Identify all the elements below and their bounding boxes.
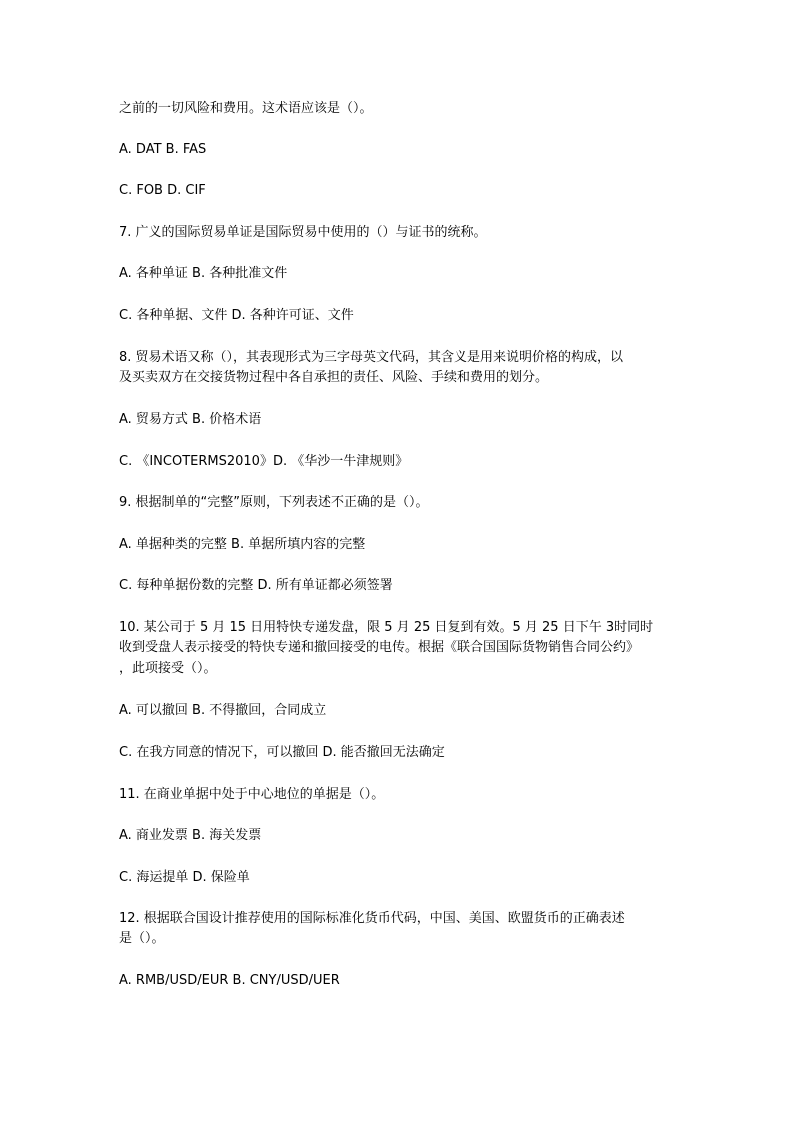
question-12-stem-line-1: 12. 根据联合国设计推荐使用的国际标准化货币代码，中国、美国、欧盟货币的正确表述 — [119, 911, 625, 926]
question-6-options-cd: C. FOB D. CIF — [119, 183, 206, 198]
question-7-stem: 7. 广义的国际贸易单证是国际贸易中使用的（）与证书的统称。 — [119, 225, 487, 240]
question-11-options-ab: A. 商业发票 B. 海关发票 — [119, 828, 262, 843]
question-8-options-cd: C. 《INCOTERMS2010》D. 《华沙一牛津规则》 — [119, 454, 409, 469]
question-12-options-ab: A. RMB/USD/EUR B. CNY/USD/UER — [119, 973, 340, 988]
question-8-stem-line-2: 及买卖双方在交接货物过程中各自承担的责任、风险、手续和费用的划分。 — [119, 370, 549, 385]
question-9-options-ab: A. 单据种类的完整 B. 单据所填内容的完整 — [119, 537, 366, 552]
question-10-stem-line-1: 10. 某公司于 5 月 15 日用特快专递发盘，限 5 月 25 日复到有效。5 月 25 日下午 3时同时 — [119, 620, 654, 635]
question-10-stem-line-2: 收到受盘人表示接受的特快专递和撤回接受的电传。根据《联合国国际货物销售合同公约》 — [119, 640, 640, 655]
question-9-options-cd: C. 每种单据份数的完整 D. 所有单证都必须签署 — [119, 578, 393, 593]
question-9-stem: 9. 根据制单的“完整”原则，下列表述不正确的是（）。 — [119, 495, 429, 510]
question-10-options-ab: A. 可以撤回 B. 不得撤回，合同成立 — [119, 703, 327, 718]
question-7-options-ab: A. 各种单证 B. 各种批准文件 — [119, 266, 288, 281]
question-8-options-ab: A. 贸易方式 B. 价格术语 — [119, 412, 262, 427]
question-7-options-cd: C. 各种单据、文件 D. 各种许可证、文件 — [119, 308, 354, 323]
question-11-options-cd: C. 海运提单 D. 保险单 — [119, 870, 250, 885]
question-10-options-cd: C. 在我方同意的情况下，可以撤回 D. 能否撤回无法确定 — [119, 745, 445, 760]
question-10-stem-line-3: ，此项接受（）。 — [119, 661, 217, 676]
question-6-stem-continuation: 之前的一切风险和费用。这术语应该是（）。 — [119, 101, 373, 116]
question-8-stem-line-1: 8. 贸易术语又称（），其表现形式为三字母英文代码，其含义是用来说明价格的构成，以 — [119, 350, 624, 365]
question-11-stem: 11. 在商业单据中处于中心地位的单据是（）。 — [119, 787, 385, 802]
question-6-options-ab: A. DAT B. FAS — [119, 142, 207, 157]
question-12-stem-line-2: 是（）。 — [119, 931, 165, 946]
